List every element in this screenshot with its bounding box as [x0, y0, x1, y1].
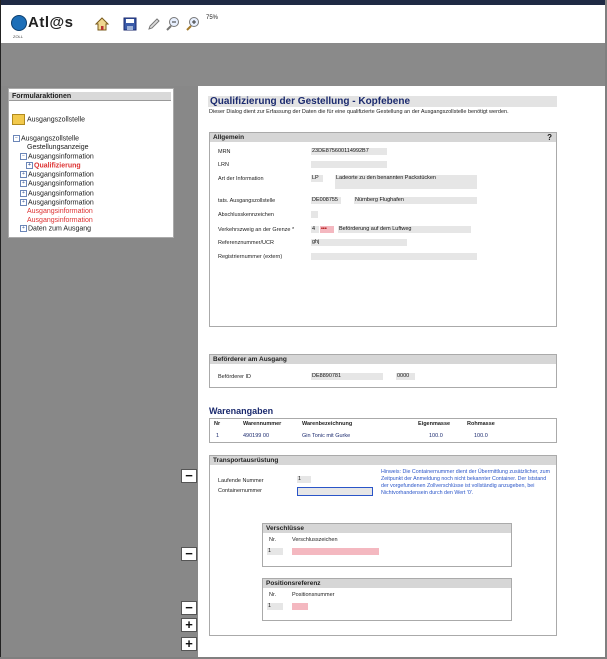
lrn-field[interactable]	[311, 161, 387, 168]
help-icon[interactable]: ?	[547, 133, 552, 142]
art-label: Art der Information	[218, 176, 264, 182]
befoerderer-section	[209, 354, 557, 388]
home-icon[interactable]	[94, 16, 110, 32]
section-header: Transportausrüstung	[210, 456, 556, 465]
expand-icon[interactable]: +	[20, 180, 27, 187]
collapse-icon[interactable]: −	[20, 153, 27, 160]
abschluss-label: Abschlusskennzeichen	[218, 212, 274, 218]
befoerderer-id-label: Beförderer ID	[218, 374, 252, 380]
expand-icon[interactable]: +	[20, 225, 27, 232]
section-header: Positionsreferenz	[263, 579, 511, 588]
zoom-out-icon[interactable]	[165, 16, 181, 32]
cell-rohmasse: 100.0	[474, 433, 488, 439]
collapse-verschluesse-button[interactable]: −	[181, 547, 197, 561]
page-title: Qualifizierung der Gestellung - Kopfebene	[208, 96, 557, 107]
positionsnummer-field[interactable]	[292, 603, 308, 610]
container-hint: Hinweis: Die Containernummer dient der Übermittlung zusätzlicher, zum Zeitpunkt der Anmeldung noch nicht bekannter Container. Der Iststand der vorgefundenen Zollverschlüsse ist vollständig anzugeben, bei Nichtvorhandensein durch den Wert '0'.	[381, 469, 550, 496]
art-text-field: Ladeorte zu den benannten Packstücken	[335, 175, 477, 189]
col-eigenmasse: Eigenmasse	[418, 421, 451, 427]
verkehr-label: Verkehrszweig an der Grenze *	[218, 227, 295, 233]
lrn-label: LRN	[218, 162, 230, 168]
verschlusszeichen-field[interactable]	[292, 548, 379, 555]
mrn-label: MRN	[218, 149, 231, 155]
tree-root[interactable]: − Ausgangszollstelle	[13, 135, 94, 144]
positionsreferenz-col-nummer: Positionsnummer	[292, 592, 335, 598]
folder-item[interactable]: Ausgangszollstelle	[12, 114, 85, 125]
befoerderer-id2-field[interactable]: 0000	[396, 373, 415, 380]
verschluesse-col-zeichen: Verschlusszeichen	[292, 537, 338, 543]
save-icon[interactable]	[122, 16, 138, 32]
verkehr-text-field: Beförderung auf dem Luftweg	[338, 226, 471, 233]
referenz-label: Referenznummer/UCR	[218, 240, 274, 246]
tree-item[interactable]: + Ausgangsinformation	[13, 171, 94, 180]
zollstelle-text-field: Nürnberg Flughafen	[354, 197, 477, 204]
col-warennummer: Warennummer	[243, 421, 282, 427]
gray-band	[1, 43, 605, 86]
verschluesse-section	[262, 523, 512, 567]
expand-icon[interactable]: +	[26, 162, 33, 169]
tree-item[interactable]: + Ausgangsinformation	[13, 180, 94, 189]
cell-nr: 1	[216, 433, 220, 439]
warenangaben-title: Warenangaben	[209, 406, 274, 416]
abschluss-checkbox[interactable]	[311, 211, 318, 218]
tree-item[interactable]: − Ausgangsinformation	[13, 153, 94, 162]
expand-icon[interactable]: +	[20, 190, 27, 197]
pencil-icon[interactable]	[146, 16, 162, 32]
formularaktionen-panel	[8, 88, 174, 238]
tree-item[interactable]: + Daten zum Ausgang	[13, 225, 94, 234]
col-nr: Nr	[214, 421, 221, 427]
collapse-positionsreferenz-button[interactable]: −	[181, 601, 197, 615]
col-rohmasse: Rohmasse	[467, 421, 495, 427]
verkehr-code-field[interactable]: 4	[311, 226, 319, 233]
panel-title: Formularaktionen	[9, 92, 171, 101]
folder-icon	[12, 114, 25, 125]
container-field[interactable]	[297, 487, 373, 496]
verschluesse-col-nr: Nr.	[269, 537, 277, 543]
section-header: Beförderer am Ausgang	[210, 355, 556, 364]
atlas-logo: Atl@s	[11, 14, 73, 31]
tree-item[interactable]: + Ausgangsinformation	[13, 190, 94, 199]
nav-tree	[13, 135, 94, 235]
zollstelle-label: tats. Ausgangszollstelle	[218, 198, 276, 204]
registriernummer-label: Registriernummer (extern)	[218, 254, 283, 260]
cell-warennummer[interactable]: 490199 00	[243, 433, 269, 439]
add-row-button[interactable]: +	[181, 637, 197, 651]
collapse-icon[interactable]: −	[13, 135, 20, 142]
add-row-button[interactable]: +	[181, 618, 197, 632]
zoom-level: 75%	[206, 15, 219, 21]
intro-text: Dieser Dialog dient zur Erfassung der Daten die für eine qualifizierte Gestellung an der Ausgangszollstelle benötigt werden.	[209, 109, 509, 115]
zoom-in-icon[interactable]	[185, 16, 201, 32]
container-label: Containernummer	[218, 488, 263, 494]
expand-icon[interactable]: +	[20, 171, 27, 178]
tree-item[interactable]: Ausgangsinformation	[27, 216, 93, 224]
verschluesse-nr-field: 1	[267, 548, 283, 555]
tree-item[interactable]: Gestellungsanzeige	[27, 144, 89, 152]
laufende-nummer-label: Laufende Nummer	[218, 478, 264, 484]
referenz-field[interactable]: ghj	[311, 239, 407, 246]
mrn-field[interactable]: 23DE875600114992B7	[311, 148, 387, 155]
positionsreferenz-section	[262, 578, 512, 621]
section-header: Verschlüsse	[263, 524, 511, 533]
globe-icon	[11, 15, 27, 31]
art-code-field[interactable]: LP	[311, 175, 323, 182]
logo-subtitle: ZOLL	[13, 34, 24, 39]
laufende-nummer-field[interactable]: 1	[297, 476, 311, 483]
verkehr-lookup-button[interactable]: •••	[320, 226, 334, 233]
section-header: Allgemein	[210, 133, 556, 142]
col-warenbezeichnung: Warenbezeichnung	[302, 421, 353, 427]
app-header	[1, 5, 605, 43]
tree-item[interactable]: Ausgangsinformation	[27, 207, 93, 215]
befoerderer-id-field[interactable]: DE8890781	[311, 373, 383, 380]
registriernummer-field[interactable]	[311, 253, 477, 260]
zollstelle-code-field[interactable]: DE008755	[311, 197, 341, 204]
cell-bezeichnung: Gin Tonic mit Gurke	[302, 433, 351, 439]
tree-item[interactable]: + Ausgangsinformation	[13, 199, 94, 208]
expand-icon[interactable]: +	[20, 199, 27, 206]
positionsreferenz-col-nr: Nr.	[269, 592, 277, 598]
tree-item-selected[interactable]: + Qualifizierung	[13, 162, 94, 171]
cell-eigenmasse: 100.0	[429, 433, 443, 439]
positionsreferenz-nr-field: 1	[267, 603, 283, 610]
collapse-transport-button[interactable]: −	[181, 469, 197, 483]
